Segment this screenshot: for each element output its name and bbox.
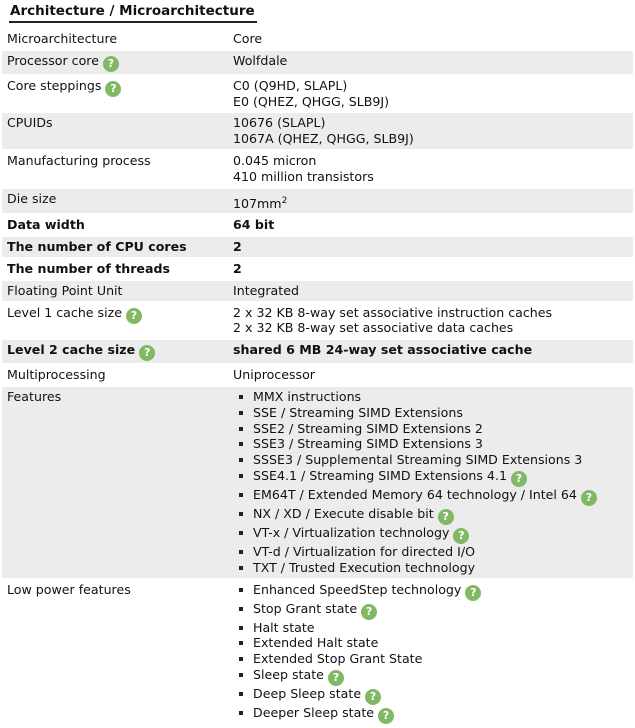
label-microarchitecture: Microarchitecture	[7, 31, 118, 46]
label-fpu: Floating Point Unit	[2, 281, 226, 301]
row-die-size	[2, 189, 633, 214]
list-item	[249, 525, 629, 544]
label-l2-cache: Level 2 cache size	[7, 342, 136, 358]
low-power-list	[233, 582, 629, 724]
label-cell-l2-cache	[2, 340, 226, 363]
low-power-text: Deeper Sleep state	[253, 704, 375, 720]
help-icon[interactable]: ?	[465, 585, 481, 601]
label-die-size: Die size	[2, 189, 226, 214]
feature-text: SSE / Streaming SIMD Extensions	[253, 404, 463, 420]
value-line: 0.045 micron	[233, 152, 317, 168]
row-microarchitecture	[2, 29, 633, 49]
feature-text: TXT / Trusted Execution technology	[253, 559, 476, 575]
label-multiprocessing: Multiprocessing	[7, 367, 106, 383]
value-data-width: 64 bit	[233, 217, 275, 233]
low-power-text: Extended Stop Grant State	[253, 651, 423, 667]
value-cpu-cores: 2	[226, 237, 633, 257]
list-item	[249, 389, 629, 405]
list-item	[249, 506, 629, 525]
help-icon[interactable]: ?	[453, 528, 469, 544]
help-icon[interactable]: ?	[105, 81, 121, 97]
value-line: C0 (Q9HD, SLAPL)	[233, 77, 348, 93]
value-features	[226, 387, 633, 578]
value-line: 2 x 32 KB 8-way set associative instruction caches	[233, 304, 553, 320]
label-cpu-cores: The number of CPU cores	[2, 237, 226, 257]
feature-text: VT-x / Virtualization technology	[253, 524, 450, 540]
row-fpu	[2, 281, 633, 301]
low-power-text: Enhanced SpeedStep technology	[253, 581, 462, 597]
help-icon[interactable]: ?	[361, 604, 377, 620]
spec-table	[2, 27, 633, 728]
row-low-power	[2, 580, 633, 726]
low-power-text: Stop Grant state	[253, 600, 358, 616]
value-cpuids	[226, 113, 633, 149]
feature-text: SSE2 / Streaming SIMD Extensions 2	[253, 420, 483, 436]
feature-text: EM64T / Extended Memory 64 technology / Intel 64	[253, 486, 577, 502]
list-item	[249, 560, 629, 576]
value-multiprocessing: Uniprocessor	[233, 367, 315, 383]
row-l2-cache	[2, 340, 633, 363]
label-low-power: Low power features	[7, 581, 131, 597]
row-processor-core	[2, 51, 633, 74]
row-l1-cache	[2, 303, 633, 339]
low-power-text: Extended Halt state	[253, 635, 379, 651]
label-manufacturing-process: Manufacturing process	[7, 152, 151, 168]
list-item	[249, 686, 629, 705]
help-icon[interactable]: ?	[438, 509, 454, 525]
row-data-width	[2, 215, 633, 235]
list-item	[249, 667, 629, 686]
help-icon[interactable]: ?	[126, 308, 142, 324]
value-line: 2 x 32 KB 8-way set associative data caches	[233, 320, 514, 336]
list-item	[249, 405, 629, 421]
list-item	[249, 620, 629, 636]
feature-text: MMX instructions	[253, 388, 362, 404]
label-processor-core: Processor core	[7, 52, 99, 68]
list-item	[249, 436, 629, 452]
die-size-number: 107mm	[233, 195, 282, 211]
help-icon[interactable]: ?	[365, 689, 381, 705]
value-processor-core: Wolfdale	[226, 51, 633, 74]
list-item	[249, 601, 629, 620]
row-core-steppings	[2, 76, 633, 112]
help-icon[interactable]: ?	[378, 708, 394, 724]
help-icon[interactable]: ?	[581, 490, 597, 506]
feature-text: SSE3 / Streaming SIMD Extensions 3	[253, 436, 483, 452]
die-size-exponent: 2	[281, 195, 288, 206]
row-cpu-cores	[2, 237, 633, 257]
value-line: 1067A (QHEZ, QHGG, SLB9J)	[233, 131, 414, 147]
list-item	[249, 487, 629, 506]
list-item	[249, 582, 629, 601]
label-threads: The number of threads	[7, 260, 170, 276]
row-threads	[2, 259, 633, 279]
value-line: E0 (QHEZ, QHGG, SLB9J)	[233, 93, 390, 109]
features-list	[233, 389, 629, 576]
low-power-text: Deep Sleep state	[253, 685, 362, 701]
label-core-steppings: Core steppings	[7, 77, 102, 93]
section-title: Architecture / Microarchitecture	[9, 3, 257, 23]
list-item	[249, 468, 629, 487]
help-icon[interactable]: ?	[139, 345, 155, 361]
list-item	[249, 635, 629, 651]
low-power-text: Halt state	[253, 619, 315, 635]
row-features	[2, 387, 633, 578]
label-features: Features	[2, 387, 226, 578]
value-manufacturing-process	[226, 151, 633, 187]
value-line: 10676 (SLAPL)	[233, 115, 326, 131]
list-item	[249, 651, 629, 667]
feature-text: SSE4.1 / Streaming SIMD Extensions 4.1	[253, 467, 507, 483]
list-item	[249, 421, 629, 437]
value-microarchitecture: Core	[233, 31, 263, 46]
label-cell-core-steppings	[2, 76, 226, 112]
feature-text: SSSE3 / Supplemental Streaming SIMD Extensions 3	[253, 452, 583, 468]
help-icon[interactable]: ?	[103, 56, 119, 72]
value-die-size	[226, 189, 633, 214]
value-core-steppings	[226, 76, 633, 112]
list-item	[249, 544, 629, 560]
label-cell-processor-core	[2, 51, 226, 74]
value-l1-cache	[226, 303, 633, 339]
value-low-power	[226, 580, 633, 726]
label-data-width: Data width	[7, 217, 85, 233]
row-multiprocessing	[2, 365, 633, 385]
value-threads: 2	[233, 260, 242, 276]
value-l2-cache: shared 6 MB 24-way set associative cache	[226, 340, 633, 363]
feature-text: NX / XD / Execute disable bit	[253, 505, 434, 521]
row-manufacturing-process	[2, 151, 633, 187]
label-cell-l1-cache	[2, 303, 226, 339]
help-icon[interactable]: ?	[511, 471, 527, 487]
row-cpuids	[2, 113, 633, 149]
label-l1-cache: Level 1 cache size	[7, 304, 122, 320]
list-item	[249, 452, 629, 468]
label-cpuids: CPUIDs	[2, 113, 226, 149]
value-line: 410 million transistors	[233, 168, 374, 184]
feature-text: VT-d / Virtualization for directed I/O	[253, 543, 475, 559]
low-power-text: Sleep state	[253, 666, 324, 682]
help-icon[interactable]: ?	[328, 670, 344, 686]
value-fpu: Integrated	[226, 281, 633, 301]
